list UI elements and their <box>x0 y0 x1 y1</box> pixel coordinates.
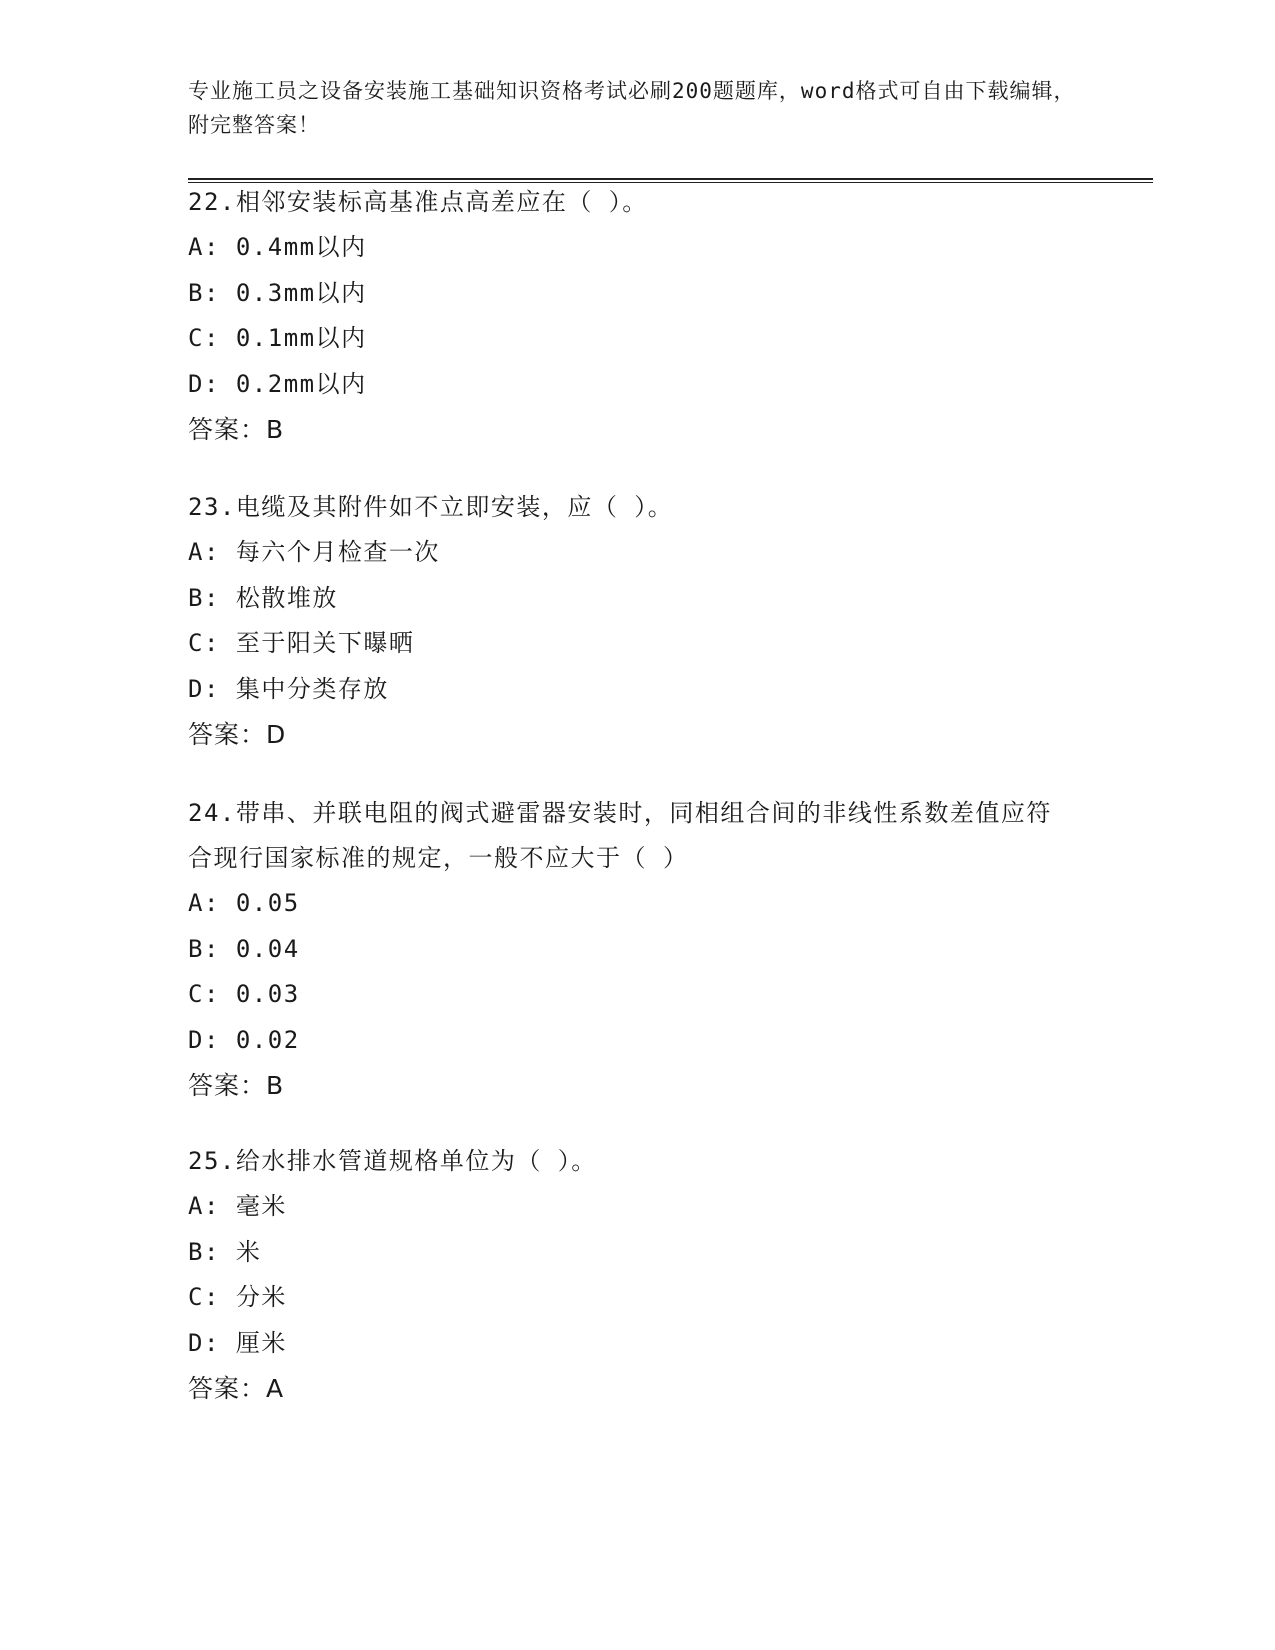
option-c: C: 0.03 <box>188 980 300 1008</box>
question-stem: 23.电缆及其附件如不立即安装，应（ ）。 <box>188 493 674 521</box>
option-b: B: 松散堆放 <box>188 583 338 612</box>
question-23 <box>188 485 1088 757</box>
answer: 答案：B <box>188 415 285 444</box>
question-22 <box>188 180 1088 452</box>
question-24 <box>188 791 1088 1108</box>
option-b: B: 米 <box>188 1237 262 1266</box>
question-stem: 24.带串、并联电阻的阀式避雷器安装时，同相组合间的非线性系数差值应符合现行国家标准的规定，一般不应大于（ ） <box>188 799 1052 872</box>
question-stem: 25.给水排水管道规格单位为（ ）。 <box>188 1147 597 1175</box>
question-25 <box>188 1139 1088 1411</box>
option-a: A: 0.4mm以内 <box>188 233 367 261</box>
option-d: D: 集中分类存放 <box>188 674 389 703</box>
option-b: B: 0.3mm以内 <box>188 278 367 307</box>
option-a: A: 0.05 <box>188 889 300 917</box>
option-d: D: 0.02 <box>188 1025 300 1054</box>
option-c: C: 分米 <box>188 1283 287 1311</box>
option-d: D: 0.2mm以内 <box>188 369 367 398</box>
option-b: B: 0.04 <box>188 934 300 963</box>
option-c: C: 至于阳关下曝晒 <box>188 629 415 657</box>
option-c: C: 0.1mm以内 <box>188 324 367 352</box>
answer: 答案：A <box>188 1374 285 1403</box>
option-d: D: 厘米 <box>188 1328 287 1357</box>
option-a: A: 毫米 <box>188 1192 287 1220</box>
answer: 答案：D <box>188 720 287 749</box>
question-stem: 22.相邻安装标高基准点高差应在（ ）。 <box>188 188 648 216</box>
option-a: A: 每六个月检查一次 <box>188 538 440 566</box>
document-header: 专业施工员之设备安装施工基础知识资格考试必刷200题题库，word格式可自由下载编辑，附完整答案！ <box>188 79 1076 137</box>
answer: 答案：B <box>188 1071 285 1100</box>
